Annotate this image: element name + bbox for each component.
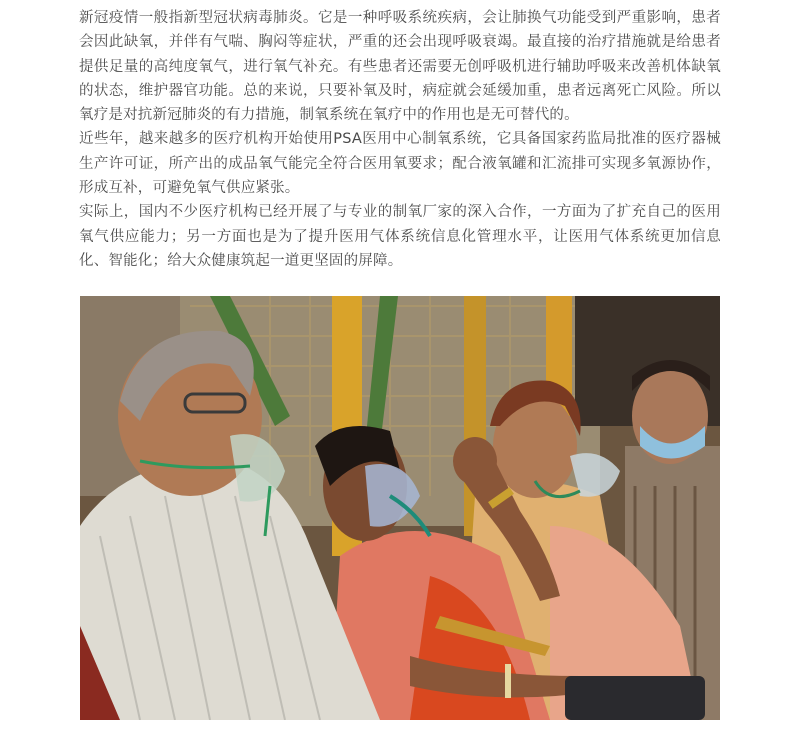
patients-oxygen-masks-photo <box>80 296 720 720</box>
article-body <box>79 6 721 273</box>
paragraph-psa-oxygen-system: 近些年，越来越多的医疗机构开始使用PSA医用中心制氧系统，它具备国家药监局批准的医疗器械生产许可证，所产出的成品氧气能完全符合医用氧要求；配合液氧罐和汇流排可实现多氧源协作，形成互补，可避免氧气供应紧张。 <box>79 131 721 197</box>
paragraph-hospital-cooperation: 实际上，国内不少医疗机构已经开展了与专业的制氧厂家的深入合作，一方面为了扩充自己的医用氧气供应能力；另一方面也是为了提升医用气体系统信息化管理水平，让医用气体系统更加信息化、智能化；给大众健康筑起一道更坚固的屏障。 <box>79 204 721 269</box>
paragraph-covid-oxygen-therapy: 新冠疫情一般指新型冠状病毒肺炎。它是一种呼吸系统疾病，会让肺换气功能受到严重影响，患者会因此缺氧，并伴有气喘、胸闷等症状，严重的还会出现呼吸衰竭。最直接的治疗措施就是给患者提供足量的高纯度氧气，进行氧气补充。有些患者还需要无创呼吸机进行辅助呼吸来改善机体缺氧的状态，维护器官功能。总的来说，只要补氧及时，病症就会延缓加重，患者远离死亡风险。所以氧疗是对抗新冠肺炎的有力措施，制氧系统在氧疗中的作用也是无可替代的。 <box>79 10 721 124</box>
photo-illustration <box>80 296 720 720</box>
